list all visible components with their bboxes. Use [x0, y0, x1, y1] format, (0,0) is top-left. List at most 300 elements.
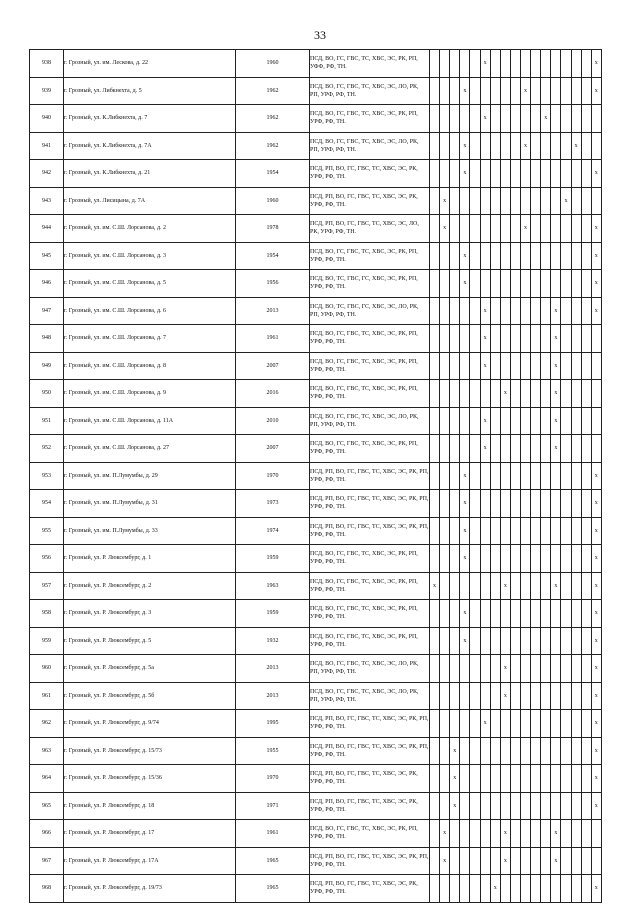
- mark-cell: [510, 462, 520, 490]
- mark-x: x: [463, 87, 467, 94]
- mark-x: x: [554, 857, 558, 864]
- mark-x: x: [594, 307, 598, 314]
- mark-cell: [450, 655, 460, 683]
- mark-x: x: [493, 885, 497, 892]
- mark-x: x: [443, 197, 447, 204]
- mark-cell: [440, 875, 450, 903]
- mark-cell: [480, 105, 490, 133]
- mark-cell: [541, 600, 551, 628]
- mark-cell: [510, 765, 520, 793]
- construction-year: 1962: [236, 132, 310, 160]
- mark-cell: [510, 572, 520, 600]
- mark-cell: [470, 160, 480, 188]
- mark-cell: [450, 490, 460, 518]
- mark-cell: [561, 50, 571, 78]
- mark-cell: [541, 132, 551, 160]
- mark-x: x: [524, 225, 528, 232]
- mark-cell: [520, 682, 530, 710]
- mark-cell: [480, 187, 490, 215]
- mark-cell: [490, 600, 500, 628]
- mark-cell: [470, 517, 480, 545]
- mark-cell: [500, 50, 510, 78]
- mark-cell: [460, 572, 470, 600]
- building-address: г. Грозный, ул. им. П.Лумумбы, д. 31: [64, 490, 236, 518]
- mark-cell: [541, 270, 551, 298]
- mark-cell: [470, 50, 480, 78]
- mark-cell: [500, 105, 510, 133]
- mark-cell: [500, 737, 510, 765]
- building-address: г. Грозный, ул. Р. Люксембург, д. 5: [64, 627, 236, 655]
- mark-cell: [480, 77, 490, 105]
- mark-x: x: [594, 472, 598, 479]
- mark-cell: [531, 435, 541, 463]
- mark-cell: [480, 242, 490, 270]
- mark-cell: [500, 682, 510, 710]
- mark-cell: [460, 462, 470, 490]
- mark-x: x: [483, 335, 487, 342]
- mark-cell: [490, 545, 500, 573]
- mark-cell: [551, 820, 561, 848]
- mark-cell: [480, 352, 490, 380]
- mark-cell: [541, 160, 551, 188]
- mark-cell: [450, 407, 460, 435]
- building-address: г. Грозный, ул. им. Лескова, д. 22: [64, 50, 236, 78]
- mark-cell: [480, 627, 490, 655]
- mark-cell: [531, 517, 541, 545]
- mark-cell: [510, 545, 520, 573]
- construction-year: 1959: [236, 600, 310, 628]
- mark-cell: [531, 875, 541, 903]
- mark-cell: [430, 407, 440, 435]
- building-address: г. Грозный, ул. Лисицына, д. 7А: [64, 187, 236, 215]
- mark-cell: [571, 737, 581, 765]
- mark-cell: [500, 132, 510, 160]
- mark-cell: [470, 105, 480, 133]
- mark-cell: [490, 77, 500, 105]
- mark-cell: [571, 435, 581, 463]
- mark-cell: [531, 297, 541, 325]
- mark-x: x: [554, 582, 558, 589]
- mark-cell: [520, 50, 530, 78]
- mark-x: x: [544, 115, 548, 122]
- mark-cell: [460, 765, 470, 793]
- construction-year: 1978: [236, 215, 310, 243]
- mark-cell: [551, 847, 561, 875]
- mark-cell: [430, 820, 440, 848]
- row-number: 953: [30, 462, 64, 490]
- mark-cell: [430, 572, 440, 600]
- mark-cell: [551, 627, 561, 655]
- mark-x: x: [503, 830, 507, 837]
- mark-cell: [520, 572, 530, 600]
- mark-cell: [571, 50, 581, 78]
- mark-cell: [480, 490, 490, 518]
- building-address: г. Грозный, ул. им. С.Ш. Лорсанова, д. 27: [64, 435, 236, 463]
- construction-year: 2013: [236, 297, 310, 325]
- mark-cell: [450, 187, 460, 215]
- mark-cell: [591, 847, 601, 875]
- building-address: г. Грозный, ул. им. С.Ш. Лорсанова, д. 6: [64, 297, 236, 325]
- mark-cell: [561, 572, 571, 600]
- construction-year: 1961: [236, 325, 310, 353]
- mark-cell: [510, 50, 520, 78]
- mark-cell: [460, 132, 470, 160]
- mark-cell: [480, 572, 490, 600]
- mark-cell: [551, 352, 561, 380]
- mark-cell: [470, 215, 480, 243]
- mark-cell: [571, 215, 581, 243]
- row-number: 968: [30, 875, 64, 903]
- mark-cell: [510, 490, 520, 518]
- mark-cell: [551, 242, 561, 270]
- construction-year: 1965: [236, 847, 310, 875]
- mark-cell: [440, 297, 450, 325]
- mark-cell: [581, 490, 591, 518]
- mark-cell: [571, 572, 581, 600]
- mark-cell: [541, 765, 551, 793]
- mark-cell: [500, 792, 510, 820]
- mark-cell: [480, 792, 490, 820]
- mark-cell: [430, 50, 440, 78]
- table-row: [30, 600, 602, 628]
- mark-cell: [430, 160, 440, 188]
- mark-cell: [551, 655, 561, 683]
- mark-cell: [510, 435, 520, 463]
- mark-cell: [561, 627, 571, 655]
- mark-cell: [470, 270, 480, 298]
- mark-cell: [500, 847, 510, 875]
- mark-cell: [490, 462, 500, 490]
- row-number: 951: [30, 407, 64, 435]
- mark-cell: [470, 847, 480, 875]
- mark-cell: [460, 325, 470, 353]
- mark-cell: [520, 462, 530, 490]
- mark-cell: [531, 545, 541, 573]
- construction-year: 1965: [236, 875, 310, 903]
- mark-cell: [470, 132, 480, 160]
- table-row: [30, 792, 602, 820]
- mark-x: x: [574, 142, 578, 149]
- mark-cell: [520, 325, 530, 353]
- mark-cell: [490, 655, 500, 683]
- row-number: 942: [30, 160, 64, 188]
- mark-x: x: [554, 830, 558, 837]
- mark-x: x: [594, 60, 598, 67]
- mark-cell: [591, 682, 601, 710]
- engineering-systems: ПСД, ВО, ГС, ГВС, ТС, ХВС, ЭС, ЛО, РК, РП, УРФ, РФ, ТН.: [310, 655, 430, 683]
- mark-cell: [531, 270, 541, 298]
- mark-cell: [470, 627, 480, 655]
- mark-cell: [490, 847, 500, 875]
- building-address: г. Грозный, ул. им. С.Ш. Лорсанова, д. 3: [64, 242, 236, 270]
- mark-cell: [430, 545, 440, 573]
- mark-cell: [520, 105, 530, 133]
- mark-cell: [531, 105, 541, 133]
- page-number: 33: [314, 28, 326, 42]
- mark-cell: [531, 187, 541, 215]
- row-number: 957: [30, 572, 64, 600]
- mark-cell: [490, 105, 500, 133]
- mark-cell: [500, 655, 510, 683]
- mark-cell: [561, 792, 571, 820]
- mark-cell: [581, 545, 591, 573]
- mark-x: x: [443, 857, 447, 864]
- mark-cell: [520, 627, 530, 655]
- mark-x: x: [594, 610, 598, 617]
- mark-cell: [450, 875, 460, 903]
- construction-year: 1970: [236, 462, 310, 490]
- mark-cell: [531, 352, 541, 380]
- construction-year: 1954: [236, 160, 310, 188]
- mark-cell: [551, 77, 561, 105]
- mark-cell: [460, 270, 470, 298]
- mark-cell: [430, 105, 440, 133]
- construction-year: 2013: [236, 655, 310, 683]
- mark-cell: [581, 765, 591, 793]
- mark-cell: [480, 407, 490, 435]
- mark-x: x: [594, 555, 598, 562]
- mark-cell: [531, 50, 541, 78]
- mark-cell: [440, 187, 450, 215]
- mark-cell: [500, 435, 510, 463]
- mark-x: x: [453, 802, 457, 809]
- mark-cell: [470, 600, 480, 628]
- mark-cell: [591, 710, 601, 738]
- mark-cell: [571, 325, 581, 353]
- mark-cell: [430, 297, 440, 325]
- mark-cell: [561, 187, 571, 215]
- mark-cell: [430, 710, 440, 738]
- row-number: 958: [30, 600, 64, 628]
- building-address: г. Грозный, ул. Р. Люксембург, д. 17А: [64, 847, 236, 875]
- mark-x: x: [453, 775, 457, 782]
- mark-cell: [520, 297, 530, 325]
- mark-cell: [520, 847, 530, 875]
- mark-cell: [551, 792, 561, 820]
- mark-cell: [561, 132, 571, 160]
- building-address: г. Грозный, ул. Р. Люксембург, д. 3: [64, 600, 236, 628]
- mark-cell: [470, 407, 480, 435]
- mark-cell: [541, 820, 551, 848]
- mark-cell: [541, 325, 551, 353]
- mark-cell: [440, 77, 450, 105]
- mark-cell: [490, 435, 500, 463]
- mark-cell: [460, 847, 470, 875]
- mark-cell: [541, 407, 551, 435]
- mark-cell: [510, 627, 520, 655]
- mark-cell: [440, 132, 450, 160]
- row-number: 945: [30, 242, 64, 270]
- mark-cell: [460, 627, 470, 655]
- table-row: [30, 682, 602, 710]
- mark-cell: [561, 682, 571, 710]
- engineering-systems: ПСД, РП, ВО, ГС, ГВС, ТС, ХВС, ЭС, РК, РП, УРФ, РФ, ТН.: [310, 490, 430, 518]
- mark-x: x: [483, 60, 487, 67]
- row-number: 967: [30, 847, 64, 875]
- mark-cell: [551, 682, 561, 710]
- table-row: [30, 297, 602, 325]
- mark-cell: [480, 545, 490, 573]
- mark-cell: [581, 655, 591, 683]
- mark-cell: [450, 105, 460, 133]
- mark-cell: [490, 875, 500, 903]
- mark-cell: [500, 380, 510, 408]
- mark-x: x: [483, 445, 487, 452]
- mark-cell: [510, 352, 520, 380]
- row-number: 956: [30, 545, 64, 573]
- mark-x: x: [483, 417, 487, 424]
- mark-cell: [561, 105, 571, 133]
- mark-cell: [571, 490, 581, 518]
- mark-cell: [541, 380, 551, 408]
- mark-x: x: [463, 170, 467, 177]
- building-address: г. Грозный, ул. Р. Люксембург, д. 9/74: [64, 710, 236, 738]
- mark-cell: [460, 545, 470, 573]
- mark-cell: [450, 297, 460, 325]
- mark-cell: [480, 820, 490, 848]
- table-row: [30, 352, 602, 380]
- mark-cell: [591, 215, 601, 243]
- mark-cell: [551, 215, 561, 243]
- mark-cell: [571, 517, 581, 545]
- mark-cell: [500, 545, 510, 573]
- mark-cell: [561, 270, 571, 298]
- mark-cell: [520, 545, 530, 573]
- mark-cell: [470, 765, 480, 793]
- engineering-systems: ПСД, ВО, ГС, ГВС, ТС, ХВС, ЭС, РК, РП, УРФ, РФ, ТН.: [310, 545, 430, 573]
- mark-cell: [450, 50, 460, 78]
- mark-cell: [571, 77, 581, 105]
- mark-cell: [571, 875, 581, 903]
- mark-cell: [450, 792, 460, 820]
- mark-cell: [510, 187, 520, 215]
- mark-cell: [561, 737, 571, 765]
- building-address: г. Грозный, ул. Р. Люксембург, д. 15/36: [64, 765, 236, 793]
- building-address: г. Грозный, ул. Р. Люксембург, д. 17: [64, 820, 236, 848]
- mark-x: x: [594, 665, 598, 672]
- mark-cell: [541, 435, 551, 463]
- mark-cell: [531, 407, 541, 435]
- mark-cell: [581, 435, 591, 463]
- mark-cell: [490, 737, 500, 765]
- mark-cell: [571, 242, 581, 270]
- table-row: [30, 490, 602, 518]
- mark-cell: [490, 380, 500, 408]
- mark-cell: [581, 462, 591, 490]
- mark-x: x: [453, 747, 457, 754]
- building-address: г. Грозный, ул. Р. Люксембург, д. 1: [64, 545, 236, 573]
- mark-cell: [490, 132, 500, 160]
- table-row: [30, 77, 602, 105]
- mark-cell: [460, 187, 470, 215]
- mark-cell: [440, 572, 450, 600]
- mark-cell: [581, 352, 591, 380]
- mark-cell: [531, 572, 541, 600]
- mark-cell: [430, 242, 440, 270]
- row-number: 944: [30, 215, 64, 243]
- construction-year: 1971: [236, 792, 310, 820]
- mark-cell: [591, 765, 601, 793]
- table-row: [30, 215, 602, 243]
- mark-cell: [500, 490, 510, 518]
- engineering-systems: ПСД, ВО, ГС, ГВС, ТС, ХВС, ЭС, ЛО, РК, РП, УРФ, РФ, ТН.: [310, 682, 430, 710]
- mark-cell: [430, 77, 440, 105]
- row-number: 963: [30, 737, 64, 765]
- mark-cell: [520, 380, 530, 408]
- mark-cell: [541, 627, 551, 655]
- mark-cell: [480, 710, 490, 738]
- mark-cell: [460, 710, 470, 738]
- table-row: [30, 407, 602, 435]
- mark-cell: [531, 627, 541, 655]
- mark-cell: [440, 847, 450, 875]
- mark-cell: [591, 792, 601, 820]
- mark-cell: [510, 242, 520, 270]
- engineering-systems: ПСД, РП, ВО, ГС, ГВС, ТС, ХВС, ЭС, РК, УРФ, РФ, ТН.: [310, 875, 430, 903]
- mark-cell: [551, 50, 561, 78]
- mark-cell: [490, 517, 500, 545]
- mark-cell: [531, 215, 541, 243]
- mark-cell: [591, 572, 601, 600]
- mark-cell: [450, 682, 460, 710]
- mark-cell: [520, 655, 530, 683]
- engineering-systems: ПСД, РП, ВО, ГС, ГВС, ТС, ХВС, ЭС, РК, РП, УРФ, РФ, ТН.: [310, 710, 430, 738]
- mark-x: x: [594, 582, 598, 589]
- mark-x: x: [433, 582, 437, 589]
- mark-cell: [450, 352, 460, 380]
- mark-cell: [510, 600, 520, 628]
- mark-cell: [591, 517, 601, 545]
- mark-cell: [480, 270, 490, 298]
- mark-cell: [430, 600, 440, 628]
- mark-cell: [571, 380, 581, 408]
- mark-cell: [531, 847, 541, 875]
- mark-cell: [520, 77, 530, 105]
- engineering-systems: ПСД, ВО, ГС, ГВС, ТС, ХВС, ЭС, РК, РП, УРФ, РФ, ТН.: [310, 380, 430, 408]
- mark-cell: [480, 875, 490, 903]
- mark-cell: [541, 710, 551, 738]
- construction-year: 1973: [236, 490, 310, 518]
- mark-cell: [500, 77, 510, 105]
- mark-cell: [581, 132, 591, 160]
- mark-cell: [490, 50, 500, 78]
- mark-cell: [460, 490, 470, 518]
- mark-cell: [551, 462, 561, 490]
- mark-cell: [510, 407, 520, 435]
- mark-cell: [510, 517, 520, 545]
- mark-x: x: [524, 87, 528, 94]
- mark-cell: [450, 242, 460, 270]
- table-row: [30, 517, 602, 545]
- mark-cell: [531, 710, 541, 738]
- mark-cell: [551, 105, 561, 133]
- table-row: [30, 187, 602, 215]
- mark-cell: [490, 820, 500, 848]
- mark-x: x: [463, 252, 467, 259]
- mark-cell: [551, 765, 561, 793]
- engineering-systems: ПСД, РП, ВО, ГС, ГВС, ТС, ХВС, ЭС, РК, РП, УРФ, РФ, ТН.: [310, 847, 430, 875]
- engineering-systems: ПСД, РП, ВО, ГС, ГВС, ТС, ХВС, ЭС, РК, РП, УРФ, РФ, ТН.: [310, 517, 430, 545]
- mark-cell: [480, 655, 490, 683]
- mark-cell: [571, 545, 581, 573]
- construction-year: 2007: [236, 435, 310, 463]
- mark-cell: [480, 682, 490, 710]
- mark-cell: [470, 435, 480, 463]
- mark-cell: [460, 875, 470, 903]
- mark-cell: [581, 627, 591, 655]
- mark-cell: [480, 215, 490, 243]
- mark-cell: [541, 545, 551, 573]
